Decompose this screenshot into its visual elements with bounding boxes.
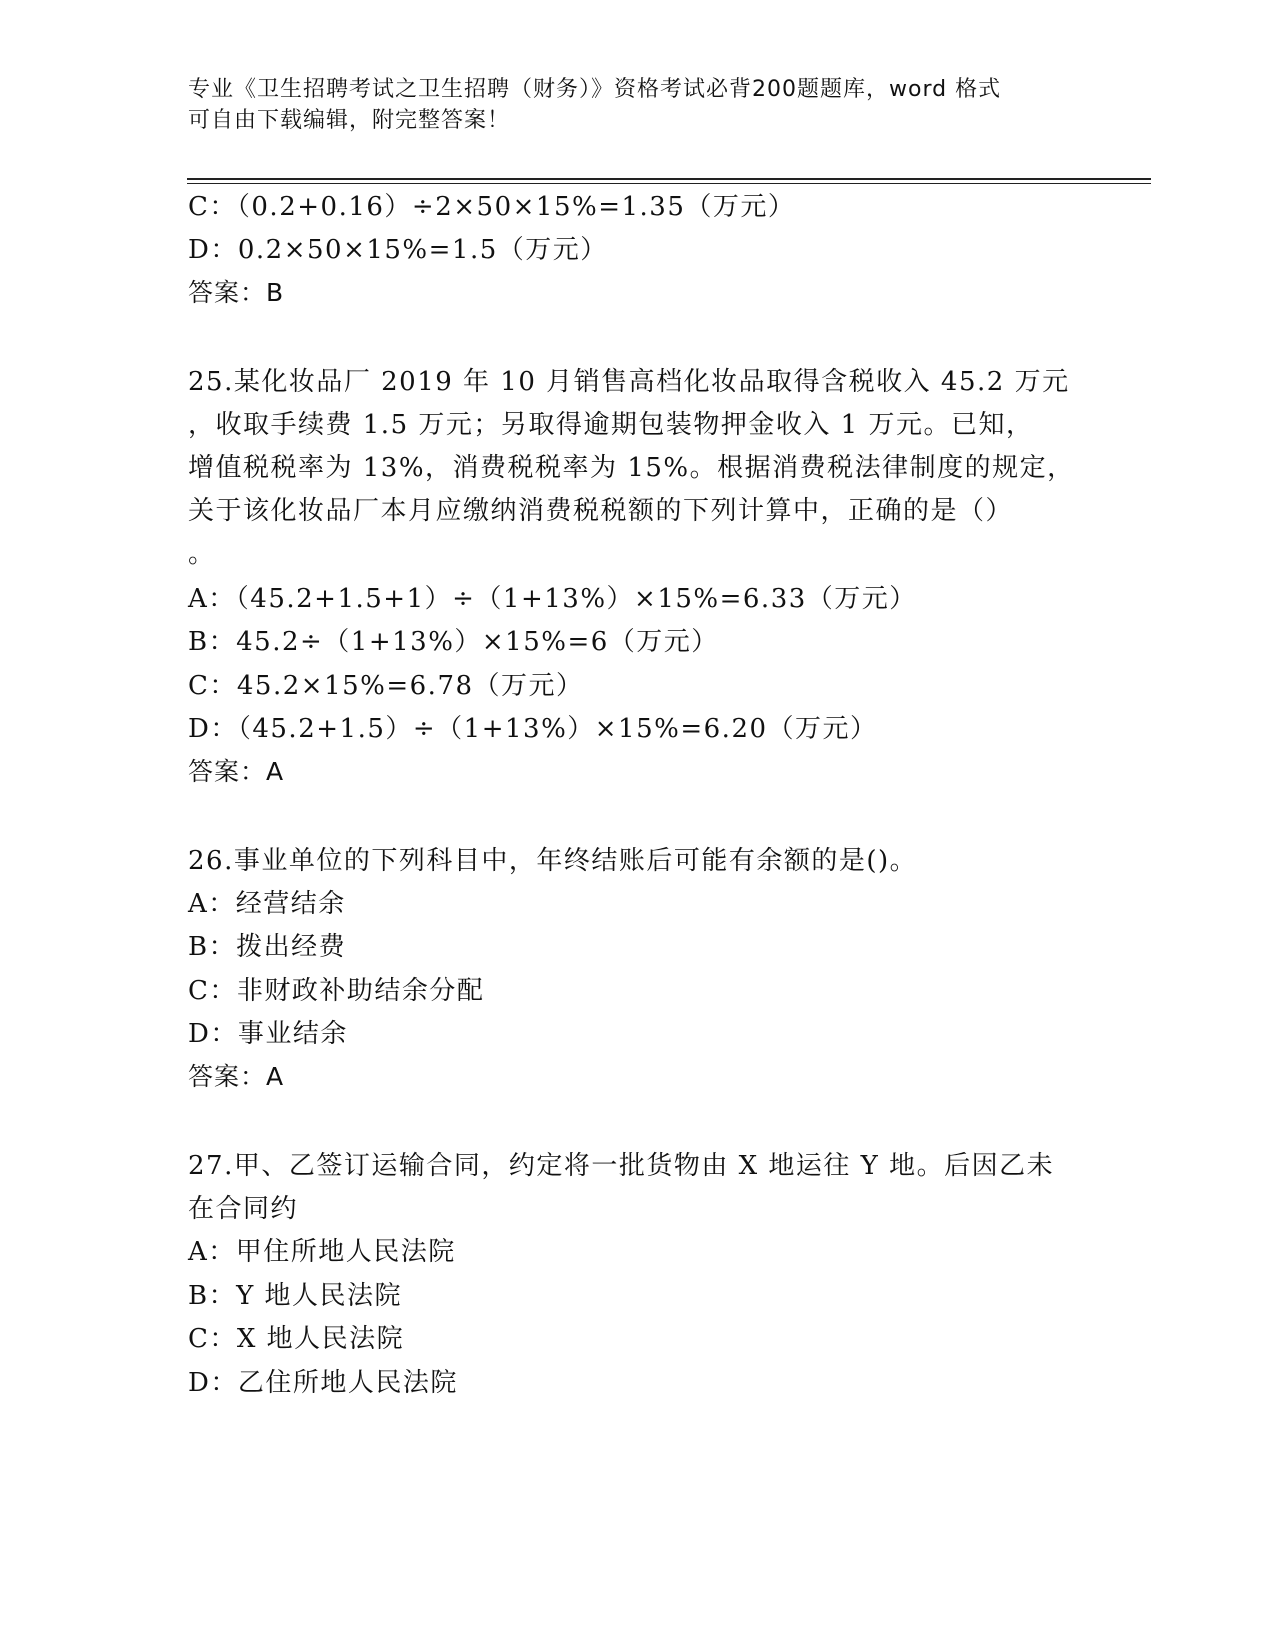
- q25-stem-line-5: 。: [188, 539, 216, 569]
- q25-stem-line-2: ，收取手续费 1.5 万元；另取得逾期包装物押金收入 1 万元。已知，: [188, 410, 1034, 440]
- header-divider-thick: [187, 178, 1151, 180]
- q25-option-a: A：（45.2+1.5+1）÷（1+13%）×15%=6.33（万元）: [188, 584, 917, 614]
- header-title-line-1: 专业《卫生招聘考试之卫生招聘（财务）》资格考试必背200题题库，word 格式: [188, 77, 1002, 102]
- q27-option-d: D：乙住所地人民法院: [188, 1368, 458, 1398]
- prev-question-option-c: C：（0.2+0.16）÷2×50×15%=1.35（万元）: [188, 192, 796, 222]
- prev-question-answer: 答案：B: [188, 278, 285, 307]
- header-divider-thin: [187, 183, 1151, 184]
- q27-option-a: A：甲住所地人民法院: [188, 1237, 456, 1267]
- q26-option-d: D：事业结余: [188, 1019, 348, 1049]
- q26-answer: 答案：A: [188, 1062, 285, 1091]
- q26-option-c: C：非财政补助结余分配: [188, 976, 485, 1006]
- q27-stem-line-1: 27.甲、乙签订运输合同，约定将一批货物由 X 地运往 Y 地。后因乙未: [188, 1151, 1055, 1181]
- q26-option-b: B：拨出经费: [188, 932, 347, 962]
- q25-stem-line-3: 增值税税率为 13%，消费税税率为 15%。根据消费税法律制度的规定，: [188, 453, 1075, 483]
- q25-option-d: D：（45.2+1.5）÷（1+13%）×15%=6.20（万元）: [188, 714, 878, 744]
- document-header: [188, 74, 1088, 136]
- q27-option-b: B：Y 地人民法院: [188, 1281, 403, 1311]
- header-title-line-2: 可自由下载编辑，附完整答案！: [188, 108, 511, 133]
- q25-option-c: C：45.2×15%=6.78（万元）: [188, 671, 584, 701]
- q27-option-c: C：X 地人民法院: [188, 1324, 405, 1354]
- q25-stem-line-4: 关于该化妆品厂本月应缴纳消费税税额的下列计算中，正确的是（）: [188, 496, 1014, 526]
- prev-question-option-d: D：0.2×50×15%=1.5（万元）: [188, 235, 608, 265]
- q25-stem-line-1: 25.某化妆品厂 2019 年 10 月销售高档化妆品取得含税收入 45.2 万元: [188, 367, 1070, 397]
- q27-stem-line-2: 在合同约: [188, 1194, 299, 1224]
- q25-answer: 答案：A: [188, 757, 285, 786]
- q25-option-b: B：45.2÷（1+13%）×15%=6（万元）: [188, 627, 719, 657]
- q26-option-a: A：经营结余: [188, 889, 346, 919]
- q26-stem-line-1: 26.事业单位的下列科目中，年终结账后可能有余额的是()。: [188, 846, 918, 876]
